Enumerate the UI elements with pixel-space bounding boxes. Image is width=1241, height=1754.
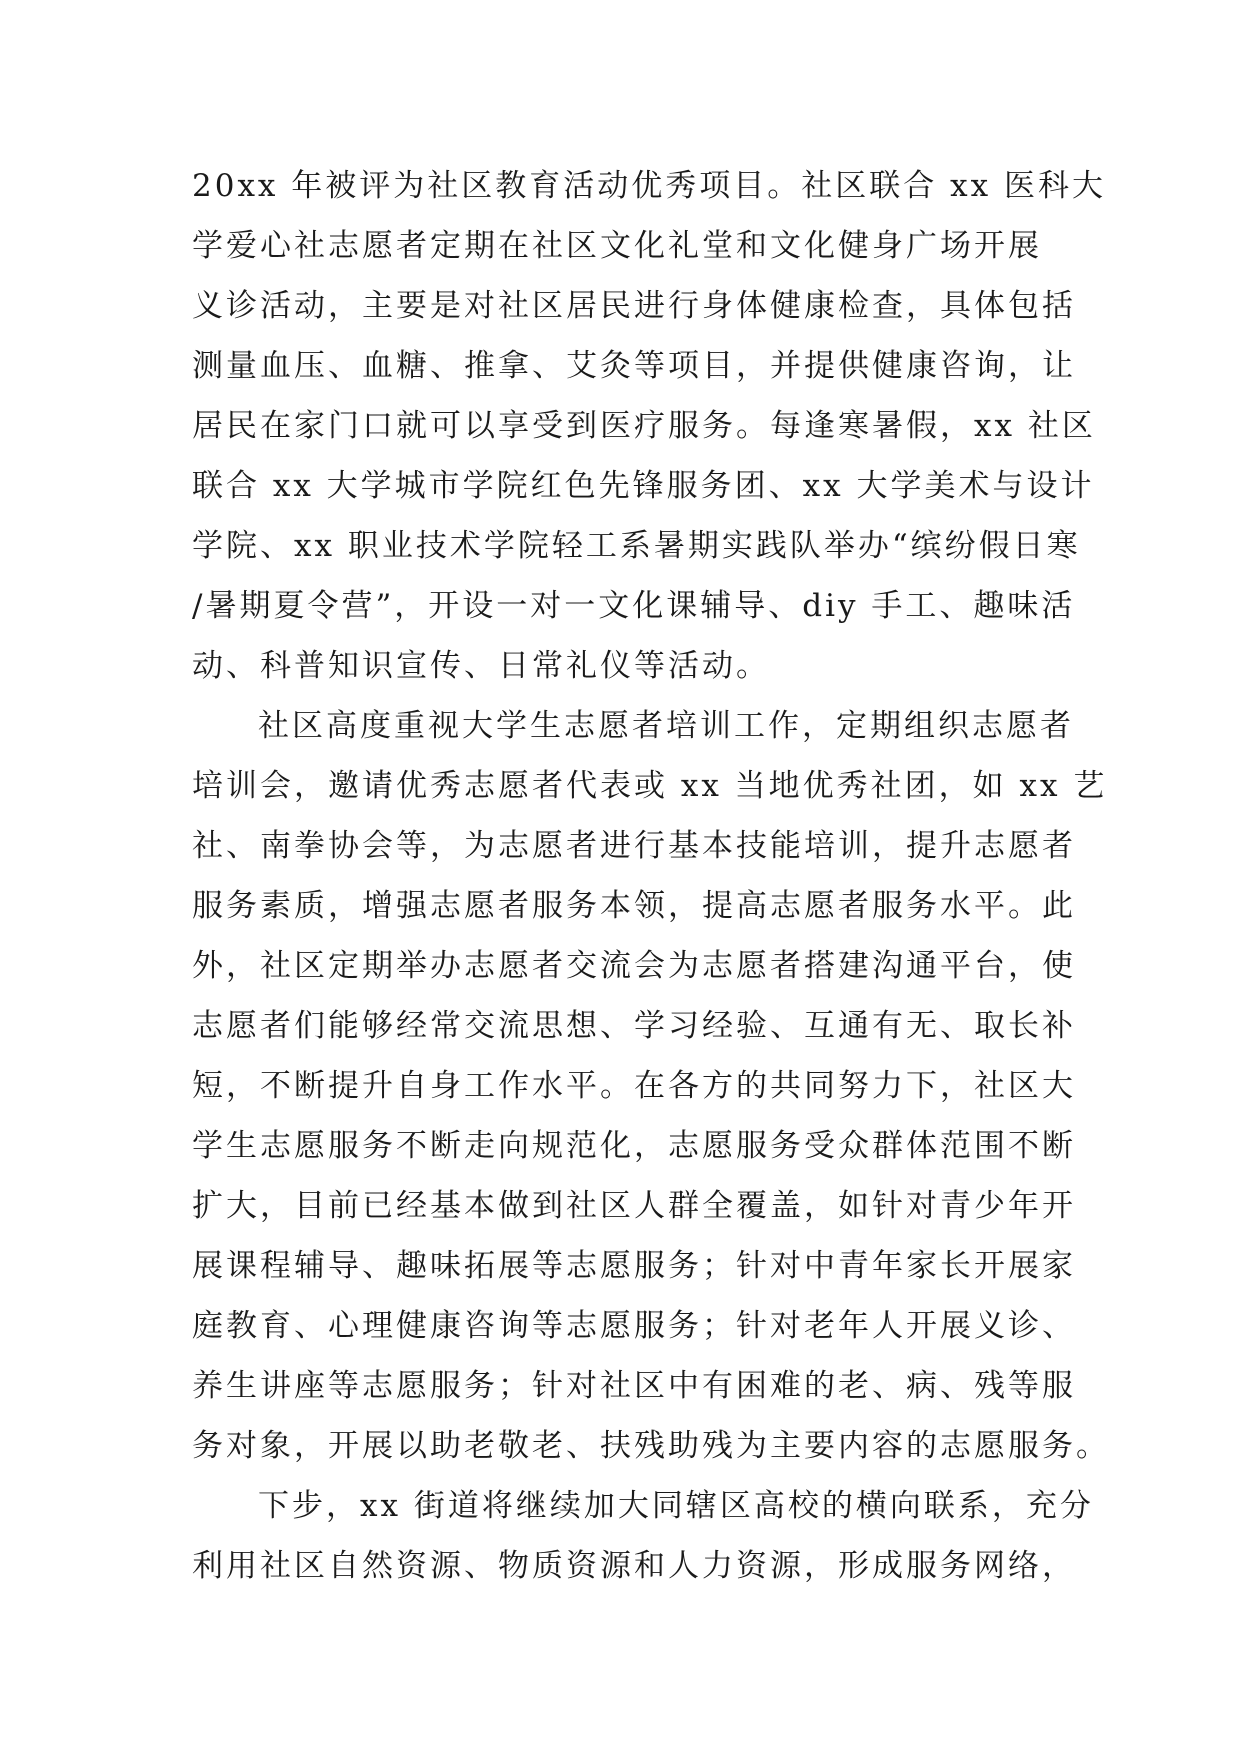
text-line: 学生志愿服务不断走向规范化，志愿服务受众群体范围不断 [192,1128,1076,1164]
text-line: 下步，xx 街道将继续加大同辖区高校的横向联系，充分 [258,1488,1094,1524]
paragraph-1 [192,156,1106,696]
text-line: 联合 xx 大学城市学院红色先锋服务团、xx 大学美术与设计 [192,468,1095,504]
text-line: 利用社区自然资源、物质资源和人力资源，形成服务网络， [192,1548,1076,1584]
paragraph-2 [192,696,1110,1476]
text-line: 扩大，目前已经基本做到社区人群全覆盖，如针对青少年开 [192,1188,1076,1224]
text-line: 养生讲座等志愿服务；针对社区中有困难的老、病、残等服 [192,1368,1076,1404]
text-line: 动、科普知识宣传、日常礼仪等活动。 [192,648,770,684]
text-line: 社、南拳协会等，为志愿者进行基本技能培训，提升志愿者 [192,828,1076,864]
text-line: 20xx 年被评为社区教育活动优秀项目。社区联合 xx 医科大 [192,168,1106,204]
text-line: 务对象，开展以助老敬老、扶残助残为主要内容的志愿服务。 [192,1428,1110,1464]
document-body [192,156,1110,1596]
text-line: 服务素质，增强志愿者服务本领，提高志愿者服务水平。此 [192,888,1076,924]
text-line: 短，不断提升自身工作水平。在各方的共同努力下，社区大 [192,1068,1076,1104]
text-line: 培训会，邀请优秀志愿者代表或 xx 当地优秀社团，如 xx 艺 [192,768,1108,804]
paragraph-3 [192,1476,1094,1596]
text-line: 学院、xx 职业技术学院轻工系暑期实践队举办“缤纷假日寒 [192,528,1081,564]
text-line: 庭教育、心理健康咨询等志愿服务；针对老年人开展义诊、 [192,1308,1076,1344]
text-line: 学爱心社志愿者定期在社区文化礼堂和文化健身广场开展 [192,228,1042,264]
text-line: 居民在家门口就可以享受到医疗服务。每逢寒暑假，xx 社区 [192,408,1096,444]
text-line: /暑期夏令营”，开设一对一文化课辅导、diy 手工、趣味活 [192,588,1076,624]
text-line: 测量血压、血糖、推拿、艾灸等项目，并提供健康咨询，让 [192,348,1076,384]
text-line: 志愿者们能够经常交流思想、学习经验、互通有无、取长补 [192,1008,1076,1044]
text-line: 社区高度重视大学生志愿者培训工作，定期组织志愿者 [258,708,1074,744]
text-line: 外，社区定期举办志愿者交流会为志愿者搭建沟通平台，使 [192,948,1076,984]
text-line: 义诊活动，主要是对社区居民进行身体健康检查，具体包括 [192,288,1076,324]
text-line: 展课程辅导、趣味拓展等志愿服务；针对中青年家长开展家 [192,1248,1076,1284]
